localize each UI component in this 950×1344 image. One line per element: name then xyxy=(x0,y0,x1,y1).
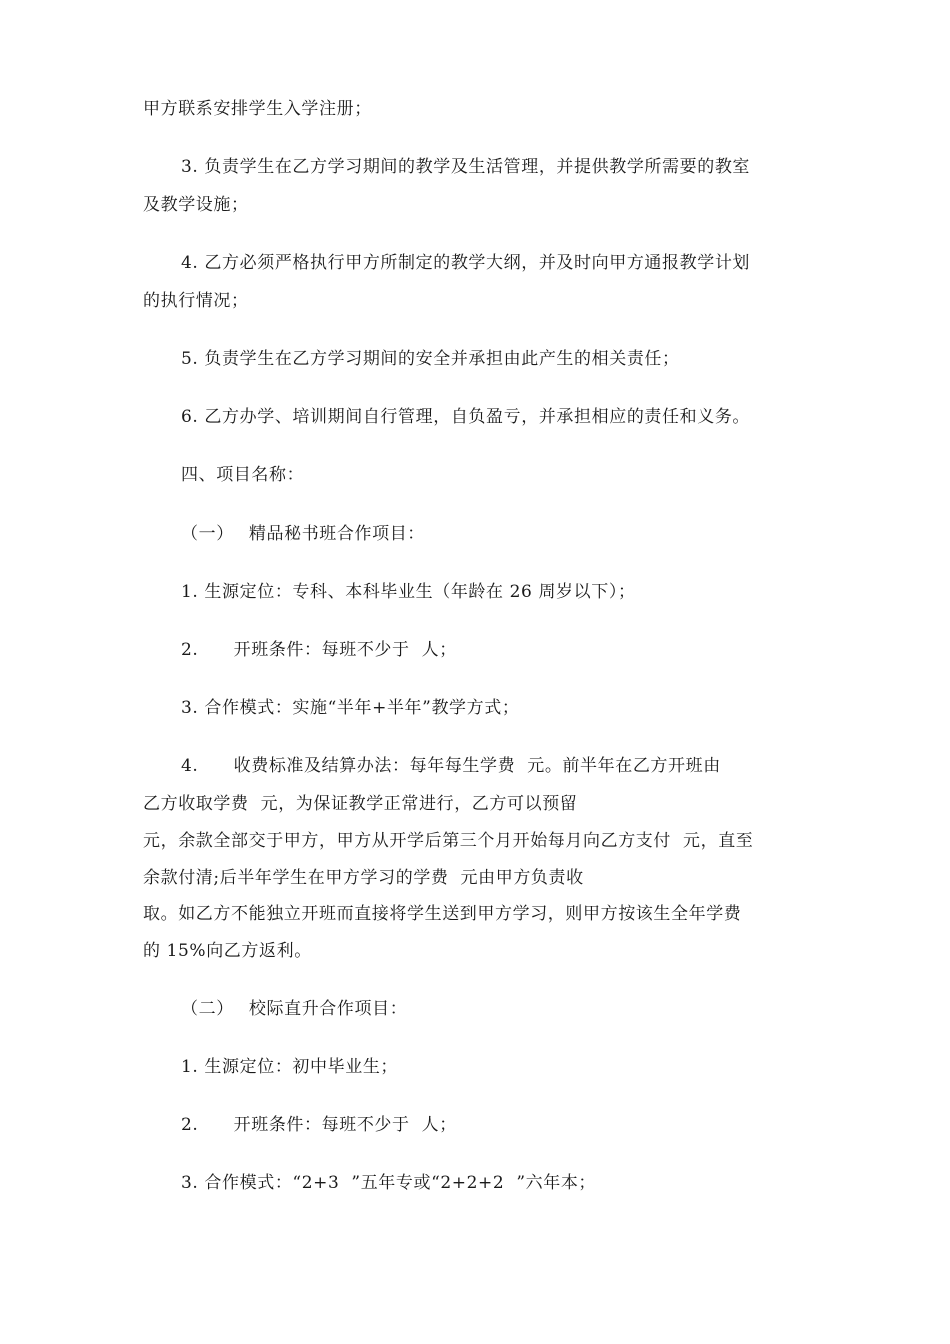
text-line-1-4-cont-c: 余款付清;后半年学生在甲方学习的学费 元由甲方负责收 xyxy=(143,868,584,888)
text-line-item-4-cont: 的执行情况； xyxy=(143,291,249,311)
text-line-1-4-cont-d: 取。如乙方不能独立开班而直接将学生送到甲方学习，则甲方按该生全年学费 xyxy=(143,904,742,924)
section-heading-4: 四、项目名称： xyxy=(181,465,305,485)
text-line-item-5: 5. 负责学生在乙方学习期间的安全并承担由此产生的相关责任； xyxy=(181,349,680,369)
text-line-2-3: 3. 合作模式：“2+3 ”五年专或“2+2+2 ”六年本； xyxy=(181,1173,597,1193)
text-line-1-3: 3. 合作模式：实施“半年+半年”教学方式； xyxy=(181,698,520,718)
text-line-item-3: 3. 负责学生在乙方学习期间的教学及生活管理，并提供教学所需要的教室 xyxy=(181,157,751,177)
text-line-2-2: 2. 开班条件：每班不少于 人； xyxy=(181,1115,457,1135)
text-line-item-6: 6. 乙方办学、培训期间自行管理，自负盈亏，并承担相应的责任和义务。 xyxy=(181,407,751,427)
text-line-2-1: 1. 生源定位：初中毕业生； xyxy=(181,1057,399,1077)
subsection-heading-2: （二） 校际直升合作项目： xyxy=(181,999,408,1019)
text-line-item-3-cont: 及教学设施； xyxy=(143,195,249,215)
text-line-1-1: 1. 生源定位：专科、本科毕业生（年龄在 26 周岁以下）； xyxy=(181,582,636,602)
text-line-item-4: 4. 乙方必须严格执行甲方所制定的教学大纲，并及时向甲方通报教学计划 xyxy=(181,253,751,273)
text-line-1-4-cont-b: 元，余款全部交于甲方，甲方从开学后第三个月开始每月向乙方支付 元，直至 xyxy=(143,831,754,851)
text-line-1-4: 4. 收费标准及结算办法：每年每生学费 元。前半年在乙方开班由 xyxy=(181,756,721,776)
subsection-heading-1: （一） 精品秘书班合作项目： xyxy=(181,524,425,544)
text-line-1-2: 2. 开班条件：每班不少于 人； xyxy=(181,640,457,660)
text-line-1-4-cont-e: 的 15%向乙方返利。 xyxy=(143,941,312,961)
text-line-1-4-cont-a: 乙方收取学费 元，为保证教学正常进行，乙方可以预留 xyxy=(143,794,578,814)
text-line-continuation: 甲方联系安排学生入学注册； xyxy=(143,99,372,119)
